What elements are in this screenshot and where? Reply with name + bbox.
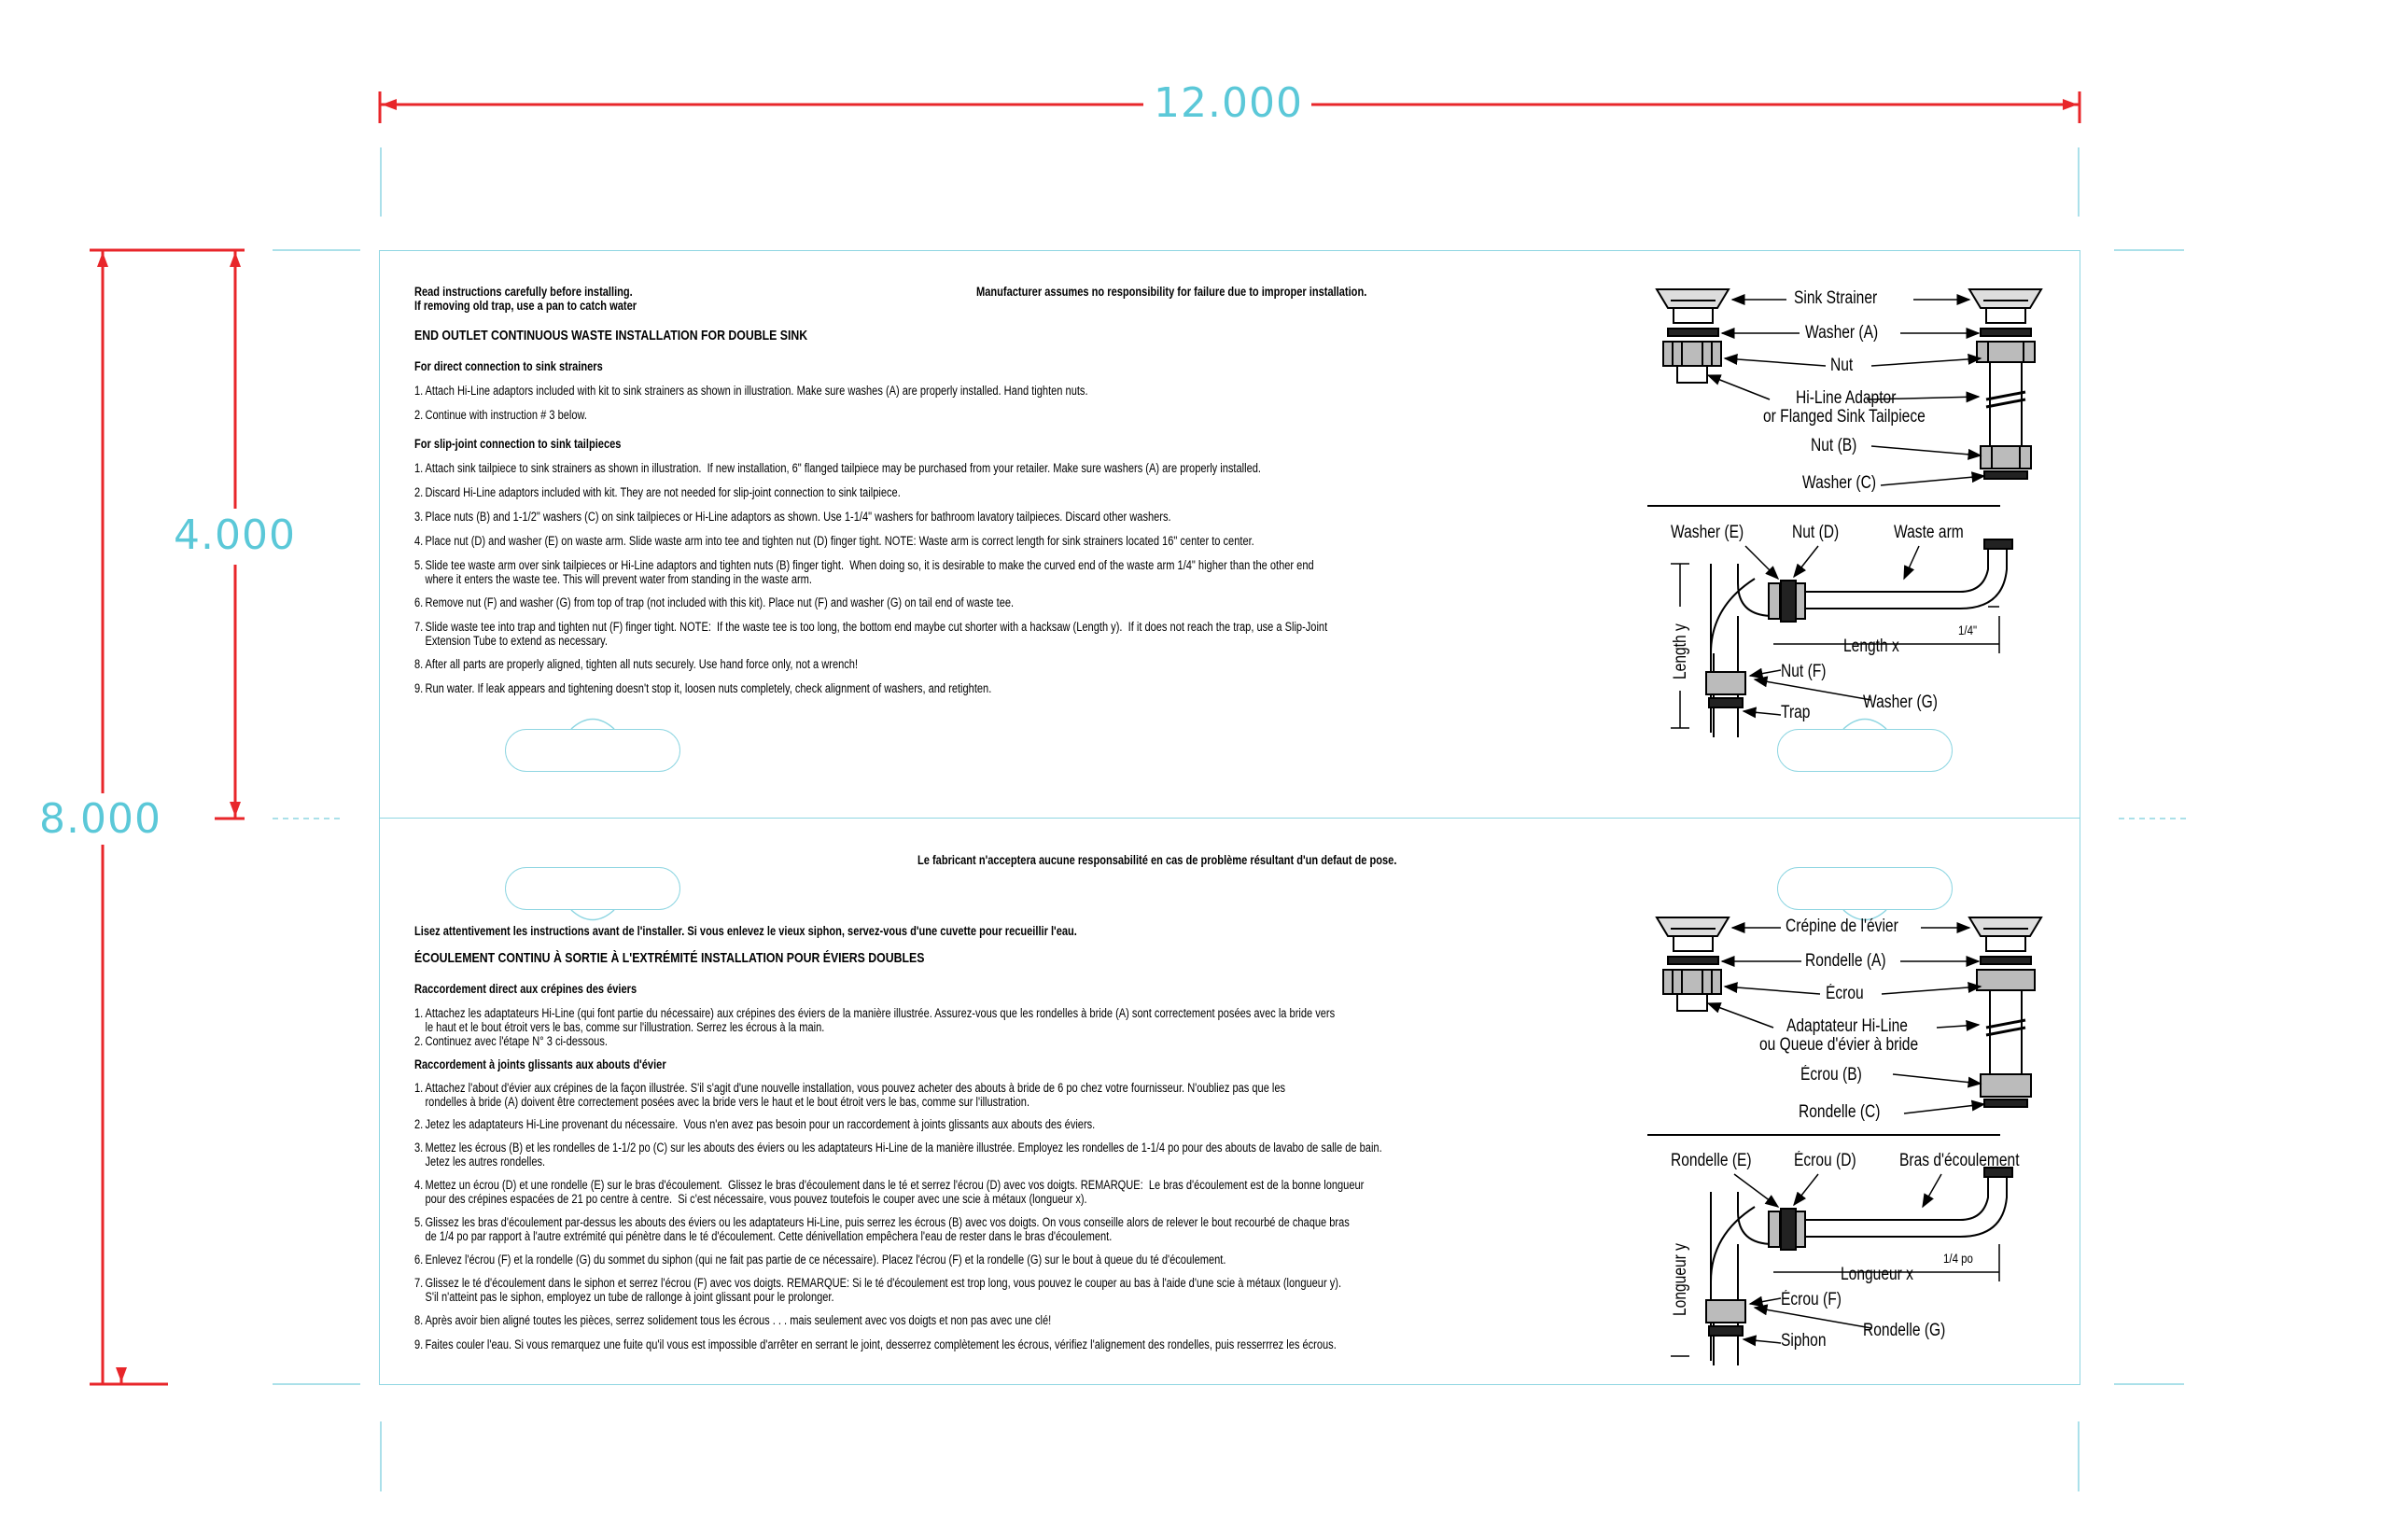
label-washer-a: Washer (A) (1805, 323, 1879, 343)
label-nut-b: Écrou (B) (1800, 1065, 1862, 1085)
label-nut-d: Écrou (D) (1794, 1151, 1856, 1170)
label-length-x: Longueur x (1841, 1265, 1913, 1284)
label-quarter-inch: 1/4" (1958, 623, 1978, 637)
intro-line: Lisez attentivement les instructions avant de l'installer. Si vous enlevez le vieux siphon, servez-vous d'une cuvette pour recueillir l'eau. (414, 924, 1077, 938)
label-washer-e: Rondelle (E) (1671, 1151, 1752, 1170)
list-item: 7. Glissez le té d'écoulement dans le siphon et serrez l'écrou (F) avec vos doigts. REMARQUE: Si le té d'écoulement est trop long, vous pouvez le couper au bas à l'aide d'une scie à métaux (longueur y). S'il n'atteint pas le siphon, employez un tube de rallonge à joint glissant pour le prolonger. (414, 1276, 1342, 1304)
section-heading: For direct connection to sink strainers (414, 359, 603, 373)
label-nut-b: Nut (B) (1811, 436, 1857, 455)
label-nut-d: Nut (D) (1792, 523, 1840, 542)
label-quarter-inch: 1/4 po (1943, 1251, 1973, 1266)
label-adaptor-line2: ou Queue d'évier à bride (1759, 1035, 1919, 1055)
page-title: ÉCOULEMENT CONTINU À SORTIE À L'EXTRÉMITÉ INSTALLATION POUR ÉVIERS DOUBLES (414, 950, 925, 966)
label-length-x: Length x (1843, 637, 1899, 656)
list-item: 8. Après avoir bien aligné toutes les pièces, serrez solidement tous les écrous . . . mais seulement avec vos doigts et non pas avec une clé! (414, 1313, 1052, 1327)
list-item: 8. After all parts are properly aligned, tighten all nuts securely. Use hand force only, not a wrench! (414, 657, 859, 671)
list-item: 1. Attach Hi-Line adaptors included with kit to sink strainers as shown in illustration. Make sure washes (A) are properly installed. Hand tighten nuts. (414, 384, 1088, 398)
disclaimer: Le fabricant n'acceptera aucune responsabilité en cas de problème résultant d'un defaut de pose. (917, 853, 1397, 867)
list-item: 6. Enlevez l'écrou (F) et la rondelle (G) du sommet du siphon (qui ne fait pas partie de ce nécessaire). Placez l'écrou (F) et la rondelle (G) sur le bout à queue du té d'écoulement. (414, 1253, 1226, 1267)
label-washer-a: Rondelle (A) (1805, 951, 1886, 971)
label-nut-f: Nut (F) (1781, 662, 1827, 681)
list-item: 4. Place nut (D) and washer (E) on waste arm. Slide waste arm into tee and tighten nut (D) finger tight. NOTE: Waste arm is correct length for sink strainers located 16" center to center. (414, 534, 1254, 548)
label-washer-g: Washer (G) (1863, 693, 1938, 712)
list-item: 1. Attach sink tailpiece to sink strainers as shown in illustration. If new installation, 6" flanged tailpiece may be purchased from your retailer. Make sure washers (A) are properly installed. (414, 461, 1261, 475)
list-item: 3. Mettez les écrous (B) et les rondelles de 1-1/2 po (C) sur les abouts des éviers ou les adaptateurs Hi-Line de la manière illustrée. Employez les rondelles de 1-1/4 po pour des abouts de lavabo de salle de bain. Jetez les autres rondelles. (414, 1141, 1382, 1169)
list-item: 6. Remove nut (F) and washer (G) from top of trap (not included with this kit). Place nut (F) and washer (G) on tail end of waste tee. (414, 595, 1015, 609)
intro-line-1: Read instructions carefully before installing. (414, 285, 633, 299)
list-item: 7. Slide waste tee into trap and tighten nut (F) finger tight. NOTE: If the waste tee is too long, the bottom end maybe cut shorter with a hacksaw (Length y). If it does not reach the trap, use a Slip-Joint Extension Tube to extend as necessary. (414, 620, 1328, 648)
half-height-dimension: 4.000 (174, 511, 296, 559)
full-height-dimension: 8.000 (39, 795, 161, 843)
section-heading: For slip-joint connection to sink tailpieces (414, 437, 622, 451)
label-waste-arm: Bras d'écoulement (1899, 1151, 2020, 1170)
label-trap: Siphon (1781, 1331, 1827, 1351)
list-item: 9. Run water. If leak appears and tightening doesn't stop it, loosen nuts completely, check alignment of washers, and retighten. (414, 681, 992, 695)
list-item: 2. Continue with instruction # 3 below. (414, 408, 588, 422)
label-adaptor-line2: or Flanged Sink Tailpiece (1763, 407, 1926, 427)
list-item: 1. Attachez les adaptateurs Hi-Line (qui font partie du nécessaire) aux crépines des éviers de la manière illustrée. Assurez-vous que les rondelles à bride (A) sont correctement posées avec la bride vers le haut et le bout étroit vers le bas, comme sur l'illustration. Serrez les écrous à la main. (414, 1006, 1336, 1034)
label-washer-g: Rondelle (G) (1863, 1321, 1946, 1340)
label-washer-c: Rondelle (C) (1799, 1102, 1881, 1122)
width-dimension: 12.000 (1154, 79, 1303, 127)
label-nut-f: Écrou (F) (1781, 1290, 1842, 1309)
list-item: 2. Continuez avec l'étape N° 3 ci-dessous. (414, 1034, 608, 1048)
section-heading: Raccordement à joints glissants aux abouts d'évier (414, 1057, 666, 1071)
strainer-assembly-left (1657, 289, 1729, 383)
label-length-y: Longueur y (1671, 1243, 1690, 1316)
label-nut: Nut (1830, 356, 1854, 375)
page-title: END OUTLET CONTINUOUS WASTE INSTALLATION FOR DOUBLE SINK (414, 328, 808, 343)
intro-line-2: If removing old trap, use a pan to catch water (414, 299, 637, 313)
label-sink-strainer: Sink Strainer (1794, 288, 1878, 308)
list-item: 2. Discard Hi-Line adaptors included with kit. They are not needed for slip-joint connection to sink tailpiece. (414, 485, 901, 499)
list-item: 5. Slide tee waste arm over sink tailpieces or Hi-Line adaptors and tighten nuts (B) finger tight. When doing so, it is desirable to make the curved end of the waste arm 1/4" higher than the other end where it enters the waste tee. This will prevent water from standing in the waste arm. (414, 558, 1314, 586)
list-item: 4. Mettez un écrou (D) et une rondelle (E) sur le bras d'écoulement. Glissez le bras d'écoulement dans le té et serrez l'écrou (D) avec vos doigts. REMARQUE: Le bras d'écoulement est de la bonne longueur pour des crépines espacées de 21 po centre à centre. Si c'est nécessaire, vous pouvez toutefois le couper avec une scie à métaux (longueur x). (414, 1178, 1365, 1206)
strainer-assembly-right (1969, 289, 2041, 479)
label-nut: Écrou (1826, 984, 1864, 1003)
section-heading: Raccordement direct aux crépines des éviers (414, 982, 637, 996)
label-adaptor-line1: Hi-Line Adaptor (1796, 388, 1897, 408)
label-adaptor-line1: Adaptateur Hi-Line (1786, 1016, 1908, 1036)
label-waste-arm: Waste arm (1894, 523, 1964, 542)
list-item: 9. Faites couler l'eau. Si vous remarquez une fuite qu'il vous est impossible d'arrêter en serrant le joint, desserrez complètement les écrous, vérifiez l'alignement des rondelles, puis resserrrez les écrous. (414, 1337, 1337, 1351)
label-sink-strainer: Crépine de l'évier (1786, 917, 1898, 936)
label-washer-e: Washer (E) (1671, 523, 1744, 542)
disclaimer: Manufacturer assumes no responsibility for failure due to improper installation. (976, 285, 1367, 299)
label-length-y: Length y (1671, 623, 1690, 679)
list-item: 1. Attachez l'about d'évier aux crépines de la façon illustrée. S'il s'agit d'une nouvelle installation, vous pouvez acheter des abouts à bride de 6 po chez votre fournisseur. N'oubliez pas que les rondelles à bride (A) doivent être correctement posées avec la bride vers le haut et le bout étroit vers le bas, comme sur l'illustration. (414, 1081, 1286, 1109)
list-item: 3. Place nuts (B) and 1-1/2" washers (C) on sink tailpieces or Hi-Line adaptors as shown. Use 1-1/4" washers for bathroom lavatory tailpieces. Discard other washers. (414, 510, 1171, 524)
label-washer-c: Washer (C) (1802, 473, 1877, 493)
label-trap: Trap (1781, 703, 1811, 722)
list-item: 2. Jetez les adaptateurs Hi-Line provenant du nécessaire. Vous n'en avez pas besoin pour un raccordement à joints glissants aux abouts des éviers. (414, 1117, 1096, 1131)
list-item: 5. Glissez les bras d'écoulement par-dessus les abouts des éviers ou les adaptateurs Hi-Line, puis serrez les écrous (B) avec vos doigts. On vous conseille alors de relever le bout recourbé de chaque bras de 1/4 po par rapport à l'autre extrémité qui pénètre dans le té d'écoulement. Cette dénivellation empêchera l'eau de rester dans le bras d'écoulement. (414, 1215, 1350, 1243)
